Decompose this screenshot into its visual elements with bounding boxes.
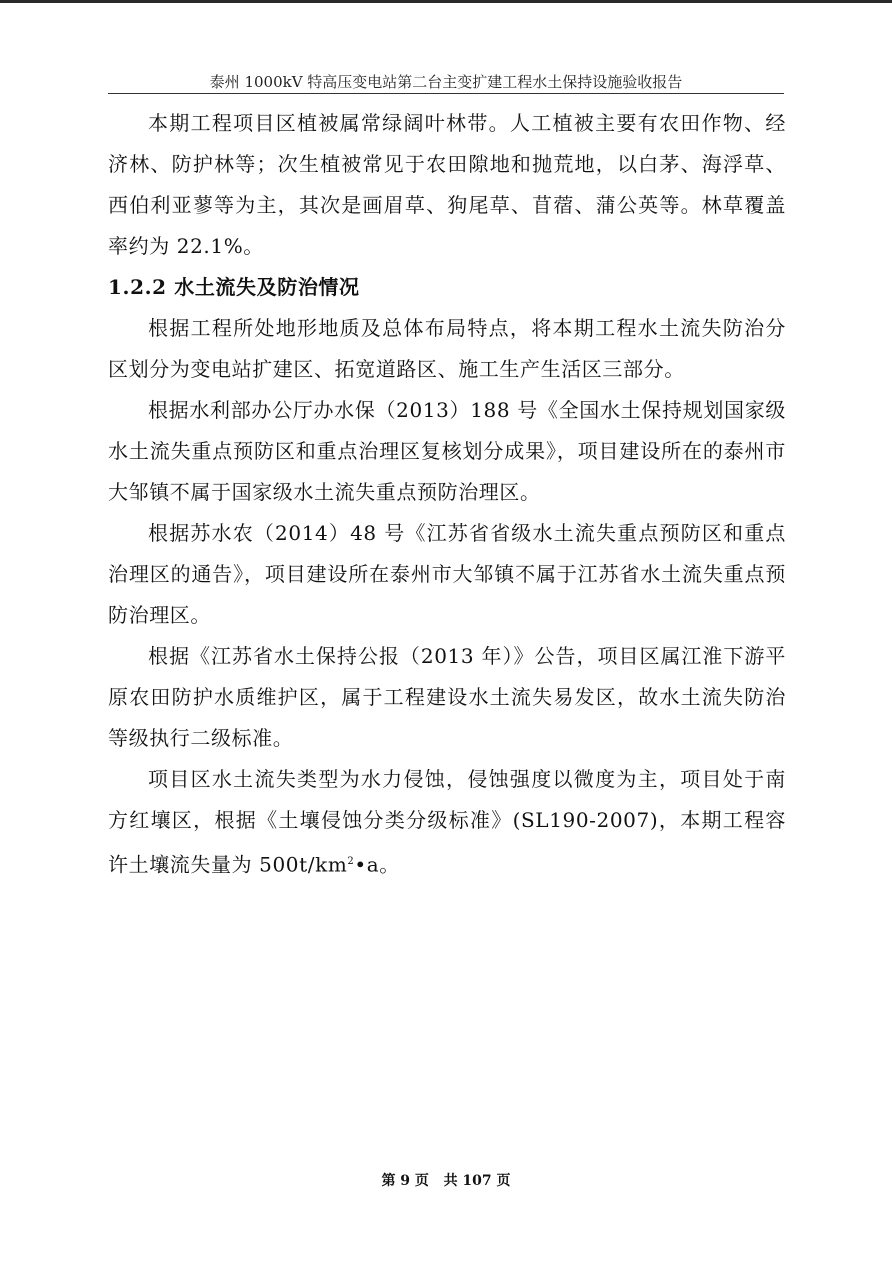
document-body	[108, 103, 786, 886]
section-heading: 1.2.2 水土流失及防治情况	[108, 275, 360, 299]
page-total: 共 107 页	[443, 1173, 511, 1189]
paragraph-erosion-type	[108, 759, 786, 886]
top-edge-rule	[0, 0, 892, 3]
erosion-text: 项目区水土流失类型为水力侵蚀，侵蚀强度以微度为主，项目处于南方红壤区，根据《土壤侵蚀分类分级标准》(SL190-2007)，本期工程容许土壤流失量为 500t/km	[108, 767, 786, 877]
erosion-tail: •a。	[354, 852, 400, 877]
paragraph-zoning: 根据工程所处地形地质及总体布局特点，将本期工程水土流失防治分区划分为变电站扩建区、拓宽道路区、施工生产生活区三部分。	[108, 316, 786, 381]
page-footer	[0, 1170, 892, 1190]
page-number: 第 9 页	[381, 1173, 429, 1189]
superscript-2: 2	[347, 856, 355, 867]
paragraph-provincial-zone: 根据苏水农（2014）48 号《江苏省省级水土流失重点预防区和重点治理区的通告》，项目建设所在泰州市大邹镇不属于江苏省水土流失重点预防治理区。	[108, 521, 786, 627]
paragraph-national-zone: 根据水利部办公厅办水保（2013）188 号《全国水土保持规划国家级水土流失重点预防区和重点治理区复核划分成果》，项目建设所在的泰州市大邹镇不属于国家级水土流失重点预防治理区。	[108, 398, 786, 504]
header-divider	[108, 93, 784, 94]
running-header: 泰州 1000kV 特高压变电站第二台主变扩建工程水土保持设施验收报告	[209, 73, 683, 91]
paragraph-bulletin: 根据《江苏省水土保持公报（2013 年）》公告，项目区属江淮下游平原农田防护水质维护区，属于工程建设水土流失易发区，故水土流失防治等级执行二级标准。	[108, 644, 786, 750]
paragraph-vegetation: 本期工程项目区植被属常绿阔叶林带。人工植被主要有农田作物、经济林、防护林等；次生植被常见于农田隙地和抛荒地，以白茅、海浮草、西伯利亚蓼等为主，其次是画眉草、狗尾草、苜蓿、蒲公英等。林草覆盖率约为 22.1%。	[108, 111, 786, 258]
